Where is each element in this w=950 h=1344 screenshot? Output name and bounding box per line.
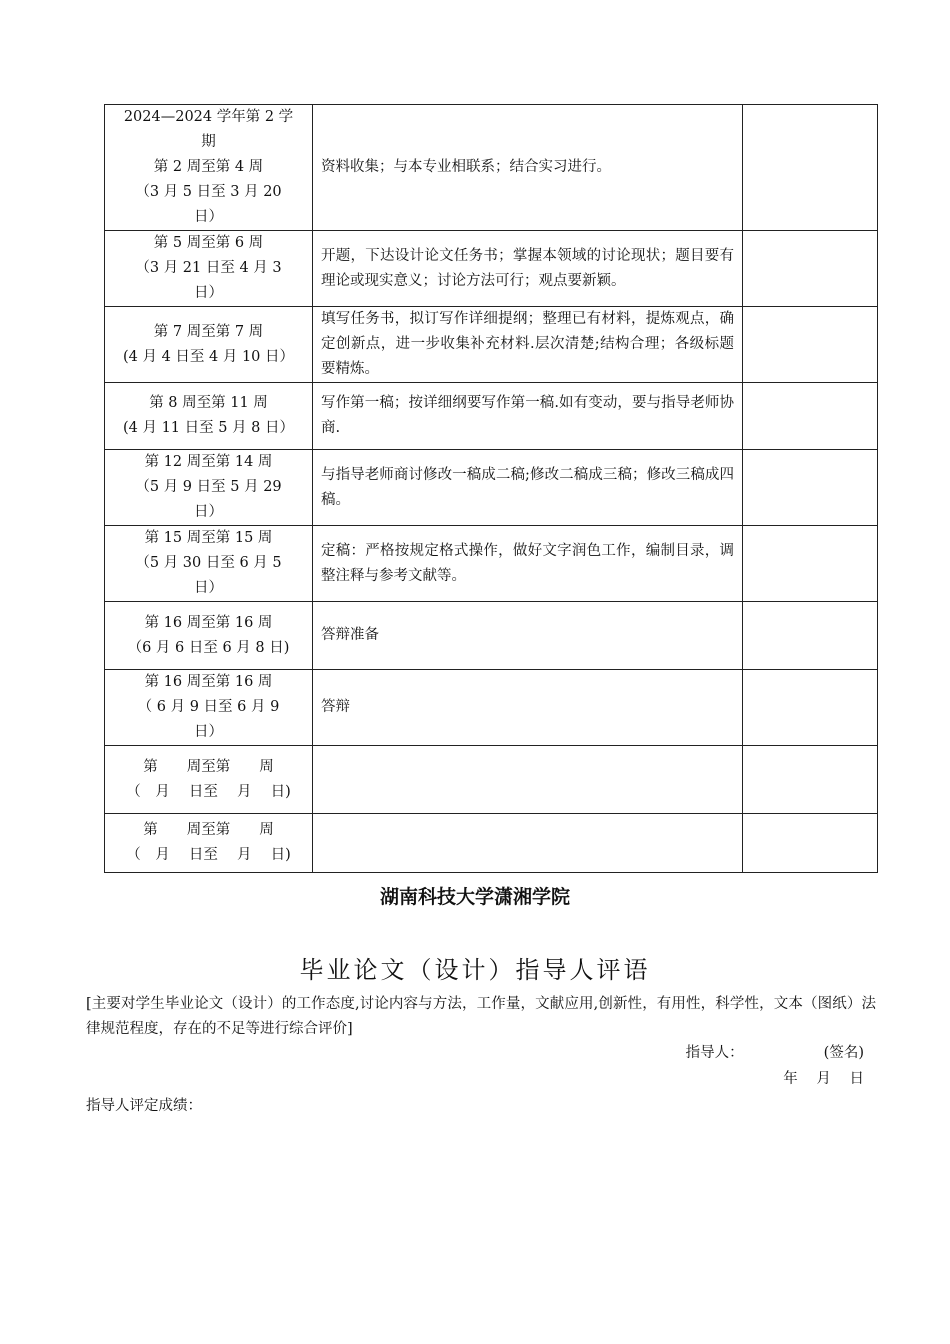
remark-cell [743,670,878,746]
period-line: 2024—2024 学年第 2 学 [123,109,294,125]
task-cell: 答辩 [313,670,743,746]
period-line: 日） [194,504,223,520]
table-row [105,307,878,383]
period-cell [105,814,313,873]
period-cell [105,307,313,383]
period-line: 日） [194,724,223,740]
period-line: 第 12 周至第 14 周 [144,454,273,470]
period-cell [105,383,313,450]
table-row [105,450,878,526]
period-line: 第 5 周至第 6 周 [153,235,264,251]
period-line: 第 16 周至第 16 周 [144,674,273,690]
remark-cell [743,383,878,450]
period-line: （ 月 日至 月 日) [126,847,291,863]
period-line: 日） [194,209,223,225]
advisor-label: 指导人： [685,1045,744,1061]
task-cell: 与指导老师商讨修改一稿成二稿;修改二稿成三稿；修改三稿成四稿。 [313,450,743,526]
period-line: 第 7 周至第 7 周 [153,323,264,340]
table-row [105,670,878,746]
period-line: （5 月 30 日至 6 月 5 [135,555,282,571]
advisor-signature-line [686,1041,864,1066]
period-line: 日） [194,580,223,596]
task-cell: 定稿：严格按规定格式操作，做好文字润色工作，编制目录，调整注释与参考文献等。 [313,526,743,602]
period-line: 第 2 周至第 4 周 [153,159,264,175]
task-cell: 写作第一稿；按详细纲要写作第一稿.如有变动，要与指导老师协商. [313,383,743,450]
table-row [105,231,878,307]
period-line: 第 15 周至第 15 周 [144,530,273,546]
period-line: （3 月 21 日至 4 月 3 [135,260,282,276]
period-line: 第 周至第 周 [143,822,274,838]
period-cell [105,526,313,602]
period-cell [105,450,313,526]
remark-cell [743,746,878,814]
task-cell: 开题，下达设计论文任务书；掌握本领域的讨论现状；题目要有理论或现实意义；讨论方法可行；观点要新颖。 [313,231,743,307]
period-line: 第 周至第 周 [143,758,274,775]
remark-cell [743,814,878,873]
schedule-body [105,105,878,873]
period-line: （ 月 日至 月 日) [126,783,291,800]
task-cell: 答辩准备 [313,602,743,670]
period-cell [105,602,313,670]
period-cell [105,231,313,307]
remark-cell [743,105,878,231]
evaluation-instruction: [主要对学生毕业论文（设计）的工作态度,讨论内容与方法，工作量，文献应用,创新性，有用性，科学性，文本（图纸）法律规范程度，存在的不足等进行综合评价] [86,996,876,1037]
remark-cell [743,526,878,602]
period-line: 期 [201,134,216,150]
period-line: （6 月 6 日至 6 月 8 日) [127,639,290,656]
period-line: （ 6 月 9 日至 6 月 9 [137,699,280,715]
remark-cell [743,231,878,307]
task-cell: 资料收集；与本专业相联系；结合实习进行。 [313,105,743,231]
signature-label: (签名) [823,1045,864,1061]
grade-label: 指导人评定成绩： [86,1098,202,1114]
task-cell [313,814,743,873]
remark-cell [743,602,878,670]
org-name: 湖南科技大学潇湘学院 [379,886,570,908]
task-cell: 填写任务书，拟订写作详细提纲；整理已有材料，提炼观点，确定创新点，进一步收集补充材料.层次清楚;结构合理；各级标题要精炼。 [313,307,743,383]
period-line: 第 16 周至第 16 周 [144,614,273,631]
date-line: 年 月 日 [783,1071,864,1087]
table-row [105,383,878,450]
period-cell [105,746,313,814]
task-cell [313,746,743,814]
section-title: 毕业论文（设计）指导人评语 [299,956,651,984]
period-line: (4 月 11 日至 5 月 8 日） [122,420,295,436]
period-line: （3 月 5 日至 3 月 20 [135,184,282,200]
table-row [105,526,878,602]
period-line: 第 8 周至第 11 周 [149,395,268,411]
table-row [105,814,878,873]
remark-cell [743,450,878,526]
period-line: （5 月 9 日至 5 月 29 [135,479,282,495]
table-row [105,105,878,231]
schedule-table [104,104,878,873]
period-cell [105,670,313,746]
period-cell [105,105,313,231]
period-line: 日） [194,285,223,301]
table-row [105,602,878,670]
remark-cell [743,307,878,383]
period-line: (4 月 4 日至 4 月 10 日） [122,348,295,365]
table-row [105,746,878,814]
